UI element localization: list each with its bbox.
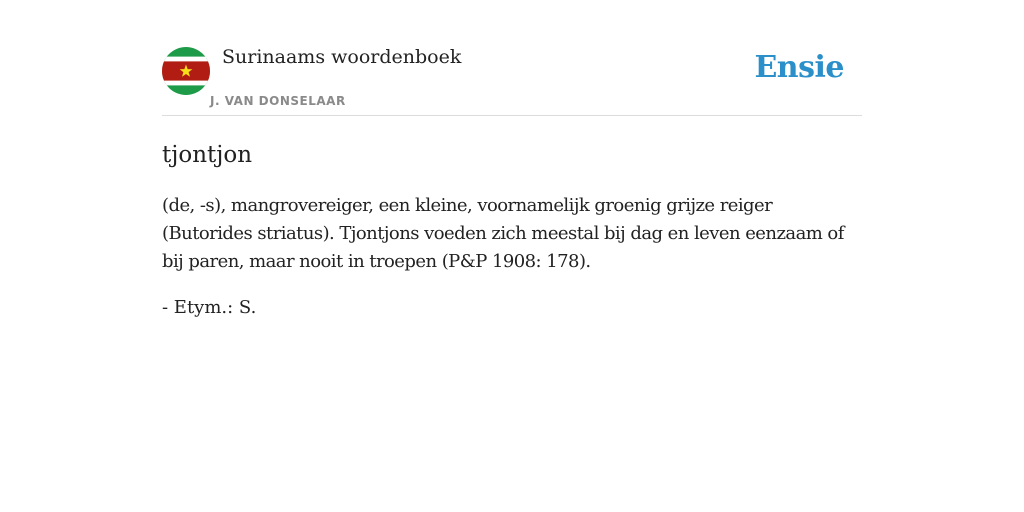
entry-etymology: - Etym.: S.: [162, 297, 257, 318]
page-container: [162, 0, 862, 322]
entry-definition: (de, -s), mangrovereiger, een kleine, voornamelijk groenig grijze reiger (Butorides striatus). Tjontjons voeden zich meestal bij dag en leven eenzaam of bij paren, maar nooit in troepen (P&P 1908: 178).: [162, 195, 844, 272]
dictionary-author: J. VAN DONSELAAR: [210, 94, 346, 108]
dictionary-title[interactable]: Surinaams woordenboek: [222, 46, 462, 68]
dictionary-header: [162, 0, 862, 116]
entry-headword: tjontjon: [162, 142, 253, 168]
ensie-logo-link[interactable]: Ensie: [754, 50, 844, 85]
suriname-flag-icon: [162, 47, 210, 95]
